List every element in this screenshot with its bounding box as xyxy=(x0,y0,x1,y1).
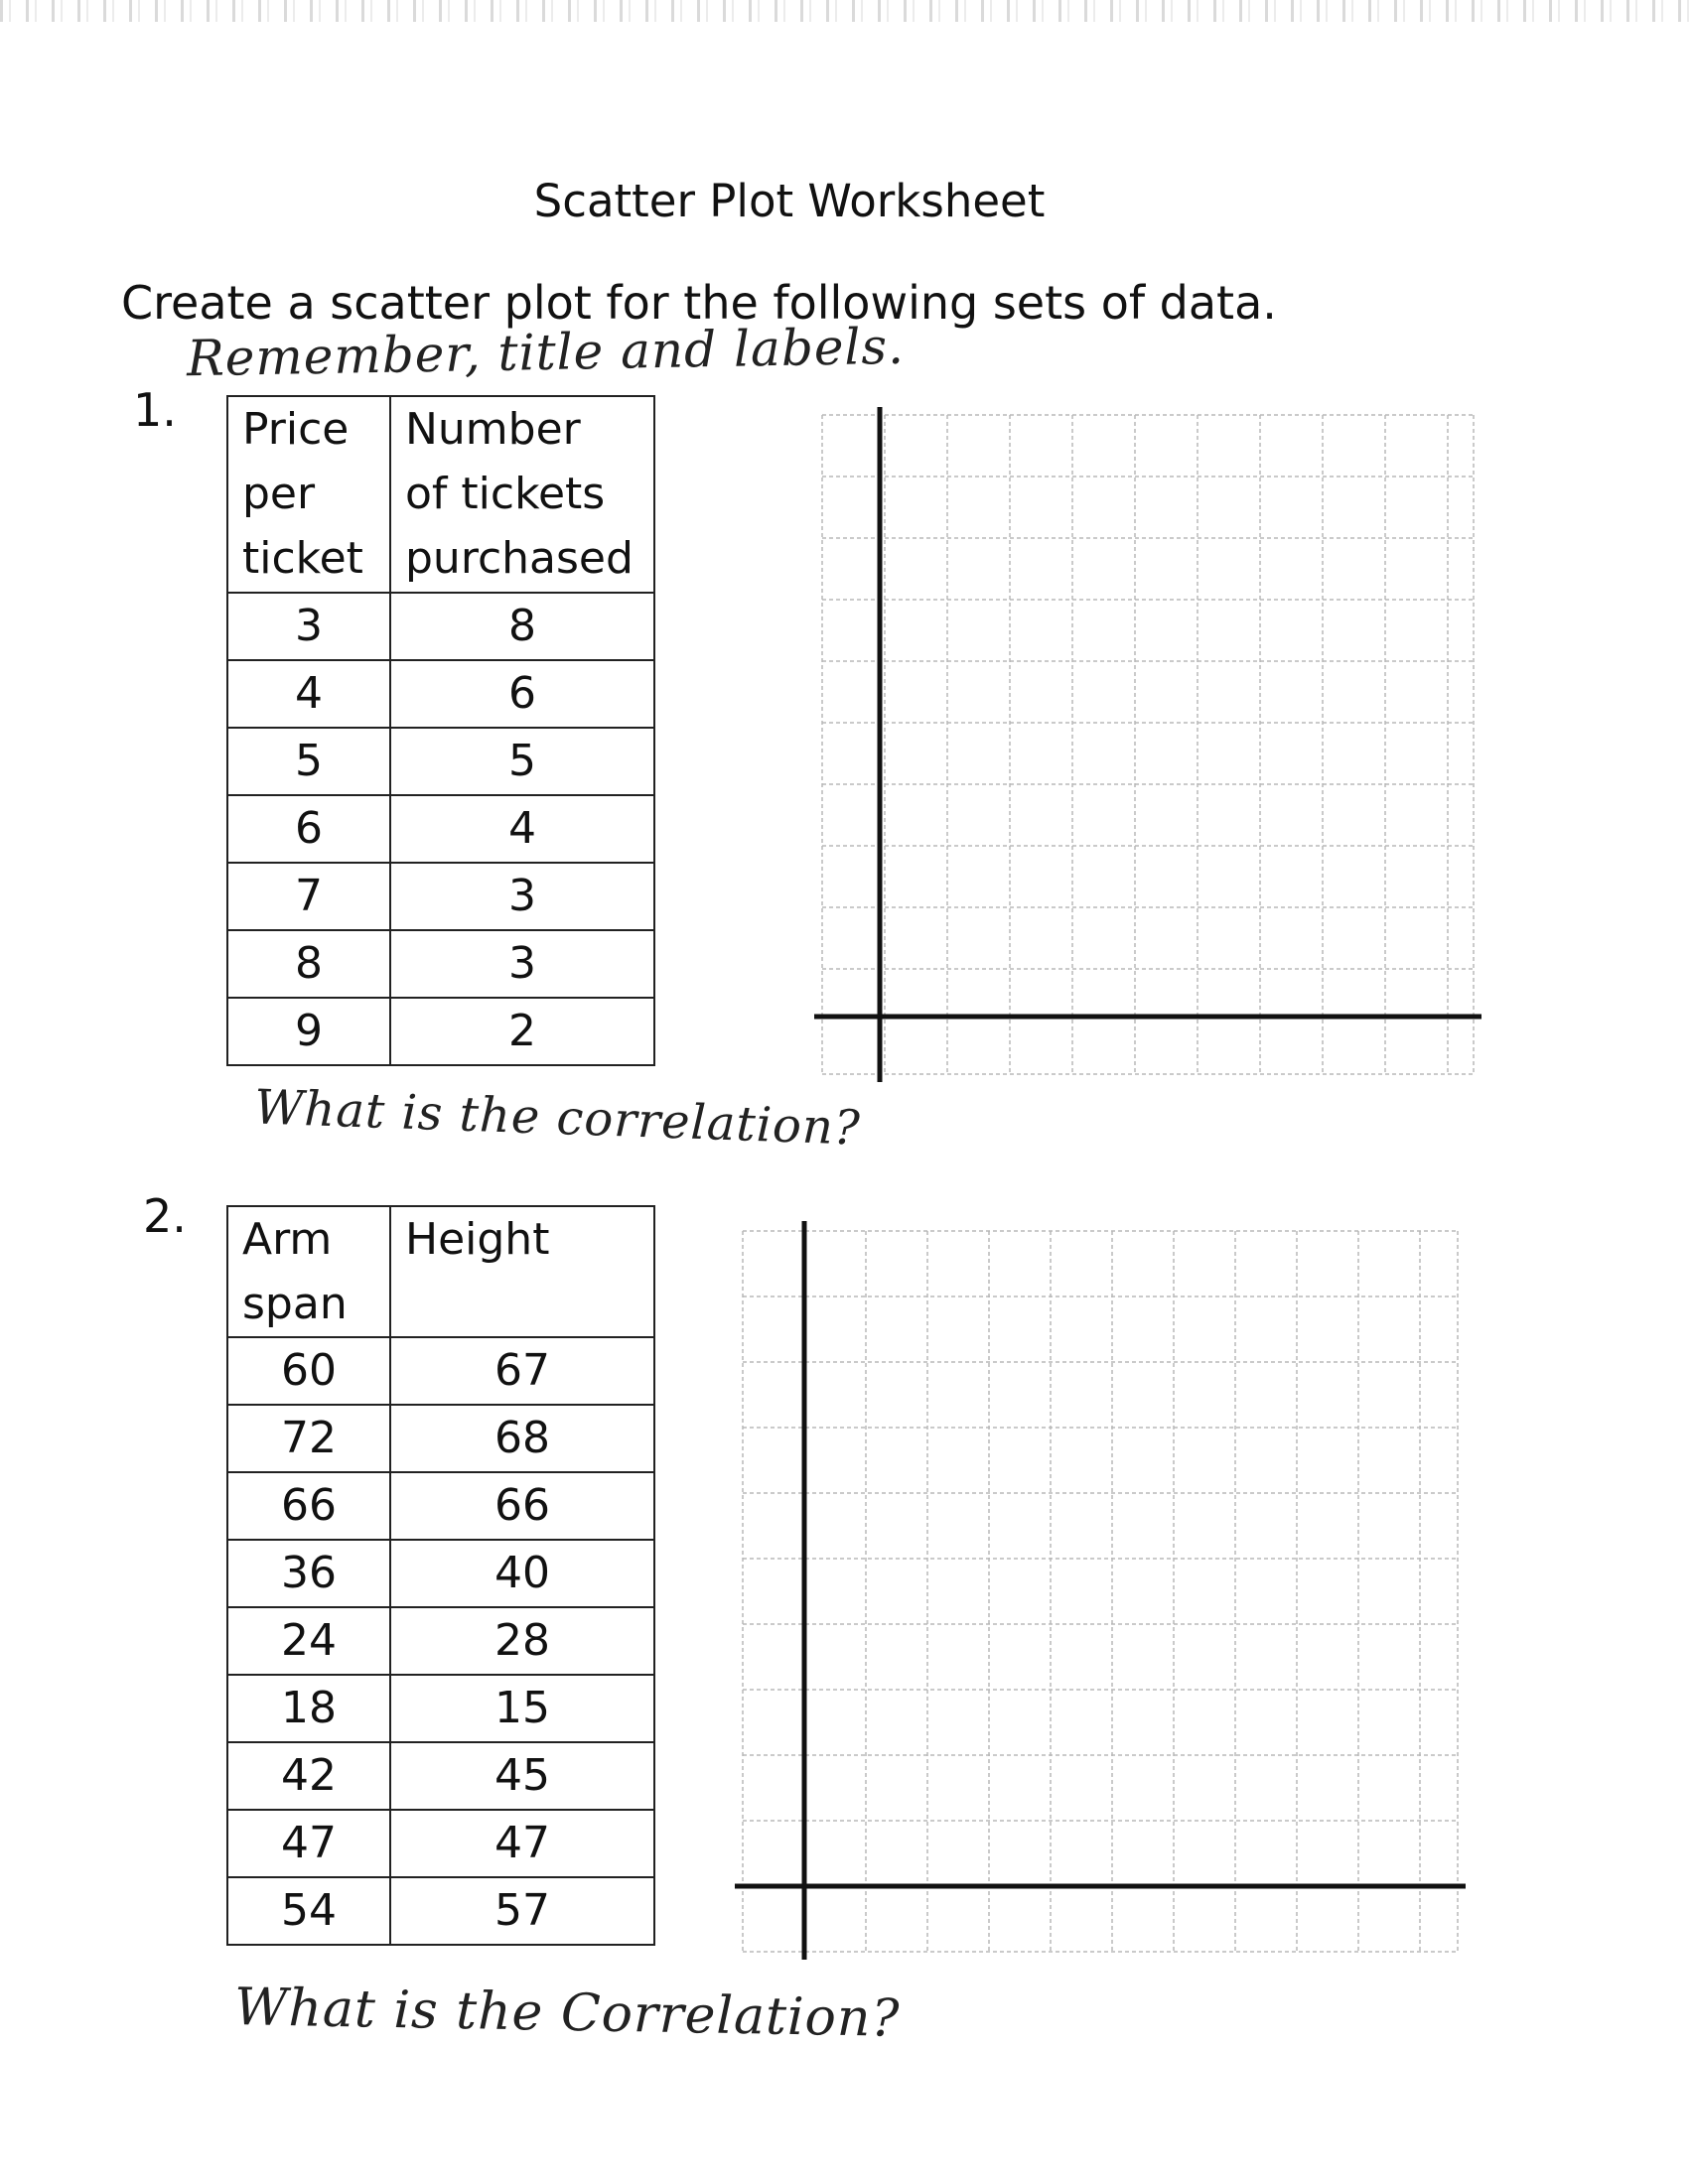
header-line: Price xyxy=(242,404,350,455)
header-line: of tickets xyxy=(405,469,606,519)
header-line: Number xyxy=(405,404,581,455)
header-arm-span xyxy=(227,1206,390,1337)
table-cell: 45 xyxy=(390,1742,654,1810)
table-cell: 40 xyxy=(390,1540,654,1607)
table-row xyxy=(227,728,654,795)
header-line: Arm xyxy=(242,1214,333,1265)
page-title: Scatter Plot Worksheet xyxy=(533,175,1046,227)
table-cell: 3 xyxy=(390,863,654,930)
table-cell: 66 xyxy=(390,1472,654,1540)
table-cell: 57 xyxy=(390,1877,654,1945)
table-row xyxy=(227,998,654,1065)
table-cell: 72 xyxy=(227,1405,390,1472)
header-height xyxy=(390,1206,654,1337)
table-cell: 5 xyxy=(390,728,654,795)
table-row xyxy=(227,593,654,660)
table-row xyxy=(227,1810,654,1877)
graph-grid-2 xyxy=(735,1221,1466,1960)
header-price-per-ticket xyxy=(227,396,390,593)
table-cell: 8 xyxy=(227,930,390,998)
problem-1-table xyxy=(226,395,655,1066)
table-cell: 54 xyxy=(227,1877,390,1945)
header-line: Height xyxy=(405,1214,550,1265)
header-line: per xyxy=(242,469,316,519)
handwritten-question-2: What is the Correlation? xyxy=(233,1978,901,2049)
instructions: Create a scatter plot for the following sets of data. xyxy=(121,276,1277,330)
table-cell: 18 xyxy=(227,1675,390,1742)
table-cell: 47 xyxy=(390,1810,654,1877)
table-cell: 60 xyxy=(227,1337,390,1405)
scan-artifact xyxy=(0,0,1692,22)
table-cell: 15 xyxy=(390,1675,654,1742)
header-line: purchased xyxy=(405,533,634,584)
table-cell: 24 xyxy=(227,1607,390,1675)
graph-grid-2-svg xyxy=(735,1221,1466,1960)
table-row xyxy=(227,795,654,863)
table-cell: 66 xyxy=(227,1472,390,1540)
table-cell: 8 xyxy=(390,593,654,660)
table-row xyxy=(227,1472,654,1540)
table-row xyxy=(227,1675,654,1742)
table-cell: 28 xyxy=(390,1607,654,1675)
table-cell: 3 xyxy=(227,593,390,660)
table-row xyxy=(227,930,654,998)
table-cell: 36 xyxy=(227,1540,390,1607)
table-header-row xyxy=(227,1206,654,1337)
table-cell: 67 xyxy=(390,1337,654,1405)
table-row xyxy=(227,863,654,930)
table-row xyxy=(227,1607,654,1675)
graph-grid-1-svg xyxy=(814,407,1481,1082)
table-cell: 47 xyxy=(227,1810,390,1877)
table-cell: 2 xyxy=(390,998,654,1065)
table-cell: 6 xyxy=(390,660,654,728)
handwritten-question-1: What is the correlation? xyxy=(253,1079,862,1157)
table-row xyxy=(227,1540,654,1607)
table-cell: 42 xyxy=(227,1742,390,1810)
table-cell: 4 xyxy=(227,660,390,728)
header-line: span xyxy=(242,1279,348,1329)
table-cell: 4 xyxy=(390,795,654,863)
problem-2-number: 2. xyxy=(143,1189,187,1243)
table-row xyxy=(227,1405,654,1472)
header-number-of-tickets xyxy=(390,396,654,593)
graph-grid-1 xyxy=(814,407,1481,1082)
table-cell: 9 xyxy=(227,998,390,1065)
table-row xyxy=(227,1877,654,1945)
table-row xyxy=(227,660,654,728)
header-line: ticket xyxy=(242,533,363,584)
table-row xyxy=(227,1742,654,1810)
problem-1-number: 1. xyxy=(133,383,177,437)
table-row xyxy=(227,1337,654,1405)
problem-2-table xyxy=(226,1205,655,1946)
table-header-row xyxy=(227,396,654,593)
table-cell: 68 xyxy=(390,1405,654,1472)
table-cell: 6 xyxy=(227,795,390,863)
table-cell: 3 xyxy=(390,930,654,998)
table-cell: 7 xyxy=(227,863,390,930)
handwritten-note: Remember, title and labels. xyxy=(186,317,906,388)
table-cell: 5 xyxy=(227,728,390,795)
